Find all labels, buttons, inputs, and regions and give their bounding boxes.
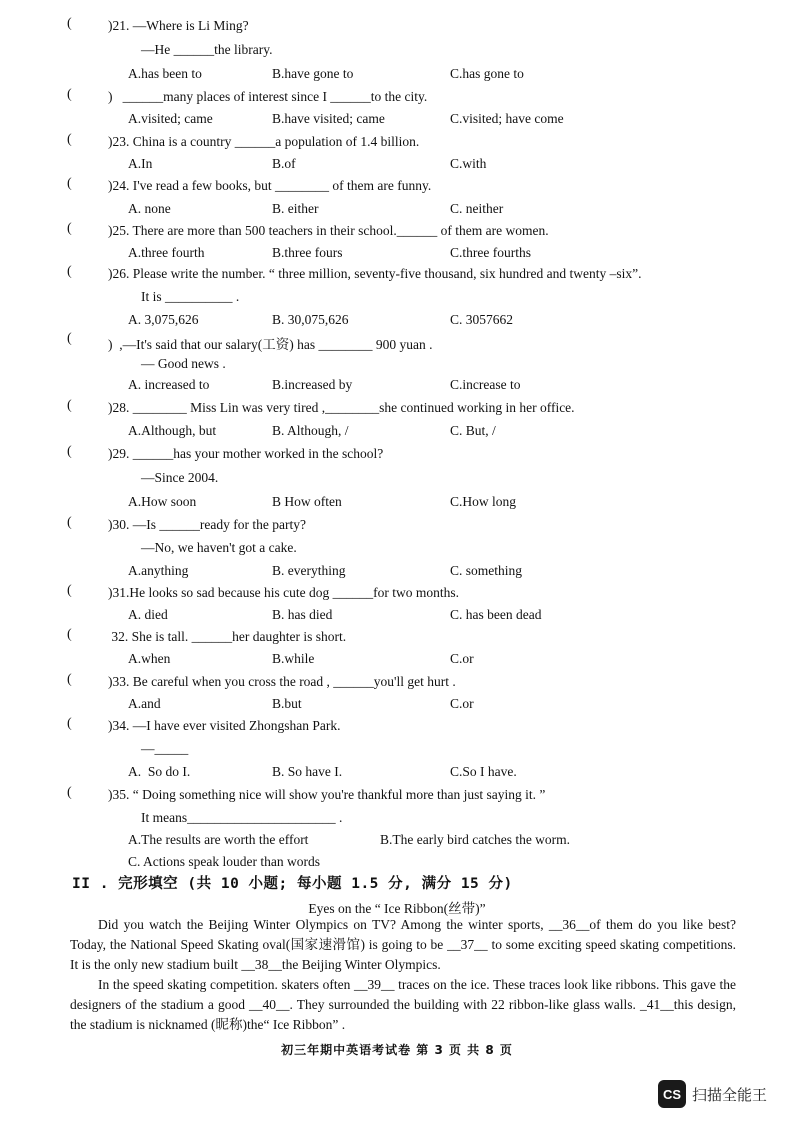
answer-option: A.In — [128, 156, 153, 171]
answer-option: B.have gone to — [272, 66, 354, 81]
answer-option: B How often — [272, 494, 342, 509]
answer-bracket: ( — [67, 444, 72, 459]
answer-bracket: ( — [67, 176, 72, 191]
answer-option: B. Although, / — [272, 423, 349, 438]
watermark-text: 扫描全能王 — [692, 1085, 768, 1104]
question-stem: )33. Be careful when you cross the road , ______you'll get hurt . — [108, 674, 456, 689]
question-stem: )34. —I have ever visited Zhongshan Park. — [108, 718, 341, 733]
answer-option: C. But, / — [450, 423, 496, 438]
answer-option: A. increased to — [128, 377, 210, 392]
question-response-line: —Since 2004. — [141, 470, 219, 485]
answer-option: B. 30,075,626 — [272, 312, 349, 327]
question-stem: )24. I've read a few books, but ________ of them are funny. — [108, 178, 432, 193]
answer-option: A.The results are worth the effort — [128, 832, 309, 847]
answer-option: B.The early bird catches the worm. — [380, 832, 571, 847]
answer-bracket: ( — [67, 515, 72, 530]
question-response-line: —_____ — [141, 741, 189, 756]
answer-option: B.while — [272, 651, 315, 666]
answer-option: A. none — [128, 201, 171, 216]
answer-option: C.or — [450, 696, 474, 711]
answer-option: A.and — [128, 696, 161, 711]
answer-option: A.How soon — [128, 494, 197, 509]
answer-bracket: ( — [67, 331, 72, 346]
answer-option: C. Actions speak louder than words — [128, 854, 320, 869]
passage-title: Eyes on the “ Ice Ribbon(丝带)” — [308, 901, 486, 916]
page-footer: 初三年期中英语考试卷 第 3 页 共 8 页 — [281, 1043, 513, 1057]
camscanner-logo-icon: CS — [658, 1080, 686, 1108]
answer-option: C. 3057662 — [450, 312, 514, 327]
answer-option: C. neither — [450, 201, 504, 216]
question-stem: )26. Please write the number. “ three million, seventy-five thousand, six hundred and twenty –six”. — [108, 266, 642, 281]
question-stem: ) ______many places of interest since I ______to the city. — [108, 89, 428, 104]
question-stem: )23. China is a country ______a population of 1.4 billion. — [108, 134, 420, 149]
answer-bracket: ( — [67, 672, 72, 687]
passage — [70, 915, 736, 1035]
answer-bracket: ( — [67, 627, 72, 642]
answer-option: B.increased by — [272, 377, 353, 392]
question-stem: )28. ________ Miss Lin was very tired ,________she continued working in her office. — [108, 400, 575, 415]
answer-option: C.has gone to — [450, 66, 524, 81]
question-response-line: It is __________ . — [141, 289, 240, 304]
question-response-line: It means______________________ . — [141, 810, 343, 825]
answer-option: C. something — [450, 563, 523, 578]
answer-option: B.of — [272, 156, 296, 171]
answer-option: A.three fourth — [128, 245, 205, 260]
answer-option: B.have visited; came — [272, 111, 385, 126]
question-stem: )21. —Where is Li Ming? — [108, 18, 249, 33]
answer-option: B. either — [272, 201, 319, 216]
section-title: II . 完形填空 (共 10 小题; 每小题 1.5 分, 满分 15 分) — [72, 876, 513, 892]
answer-option: B. So have I. — [272, 764, 343, 779]
answer-option: C.How long — [450, 494, 517, 509]
answer-option: A. So do I. — [128, 764, 191, 779]
answer-option: A.visited; came — [128, 111, 213, 126]
answer-option: B. everything — [272, 563, 346, 578]
answer-option: A.anything — [128, 563, 189, 578]
question-stem: )25. There are more than 500 teachers in their school.______ of them are women. — [108, 223, 549, 238]
passage-paragraph-2: In the speed skating competition. skaters often __39__ traces on the ice. These traces look like ribbons. This gave the designers of the stadium a good __40__. They surrounded the building with 22 ribbon-like glass walls. _41__this design, the stadium is nicknamed (昵称)the“ Ice Ribbon” . — [70, 977, 736, 1032]
answer-bracket: ( — [67, 87, 72, 102]
answer-option: C.or — [450, 651, 474, 666]
question-stem: )31.He looks so sad because his cute dog ______for two months. — [108, 585, 459, 600]
passage-paragraph-1: Did you watch the Beijing Winter Olympics on TV? Among the winter sports, __36__of them do you like best? Today, the National Speed Skating oval(国家速滑馆) is going to be __37__ to some exciting speed skating competitions. It is the only new stadium built __38__the Beijing Winter Olympics. — [70, 917, 736, 972]
question-stem: ) ,—It's said that our salary(工资) has ________ 900 yuan . — [108, 337, 433, 352]
question-stem: )29. ______has your mother worked in the school? — [108, 446, 384, 461]
answer-bracket: ( — [67, 398, 72, 413]
answer-option: C.with — [450, 156, 487, 171]
question-response-line: —He ______the library. — [141, 42, 273, 57]
answer-option: B.but — [272, 696, 302, 711]
answer-bracket: ( — [67, 221, 72, 236]
answer-option: C.increase to — [450, 377, 521, 392]
answer-bracket: ( — [67, 716, 72, 731]
answer-option: C.visited; have come — [450, 111, 564, 126]
answer-option: C. has been dead — [450, 607, 542, 622]
answer-bracket: ( — [67, 583, 72, 598]
question-stem: 32. She is tall. ______her daughter is short. — [108, 629, 347, 644]
scanner-watermark — [658, 1080, 767, 1108]
answer-option: C.So I have. — [450, 764, 517, 779]
question-stem: )30. —Is ______ready for the party? — [108, 517, 306, 532]
answer-option: A. 3,075,626 — [128, 312, 199, 327]
answer-option: A. died — [128, 607, 168, 622]
answer-option: A.has been to — [128, 66, 202, 81]
answer-option: A.when — [128, 651, 171, 666]
answer-bracket: ( — [67, 785, 72, 800]
question-response-line: — Good news . — [141, 356, 226, 371]
answer-bracket: ( — [67, 264, 72, 279]
answer-bracket: ( — [67, 16, 72, 31]
question-stem: )35. “ Doing something nice will show you're thankful more than just saying it. ” — [108, 787, 546, 802]
answer-option: B.three fours — [272, 245, 343, 260]
answer-option: B. has died — [272, 607, 333, 622]
answer-option: A.Although, but — [128, 423, 217, 438]
question-response-line: —No, we haven't got a cake. — [141, 540, 297, 555]
answer-option: C.three fourths — [450, 245, 531, 260]
answer-bracket: ( — [67, 132, 72, 147]
